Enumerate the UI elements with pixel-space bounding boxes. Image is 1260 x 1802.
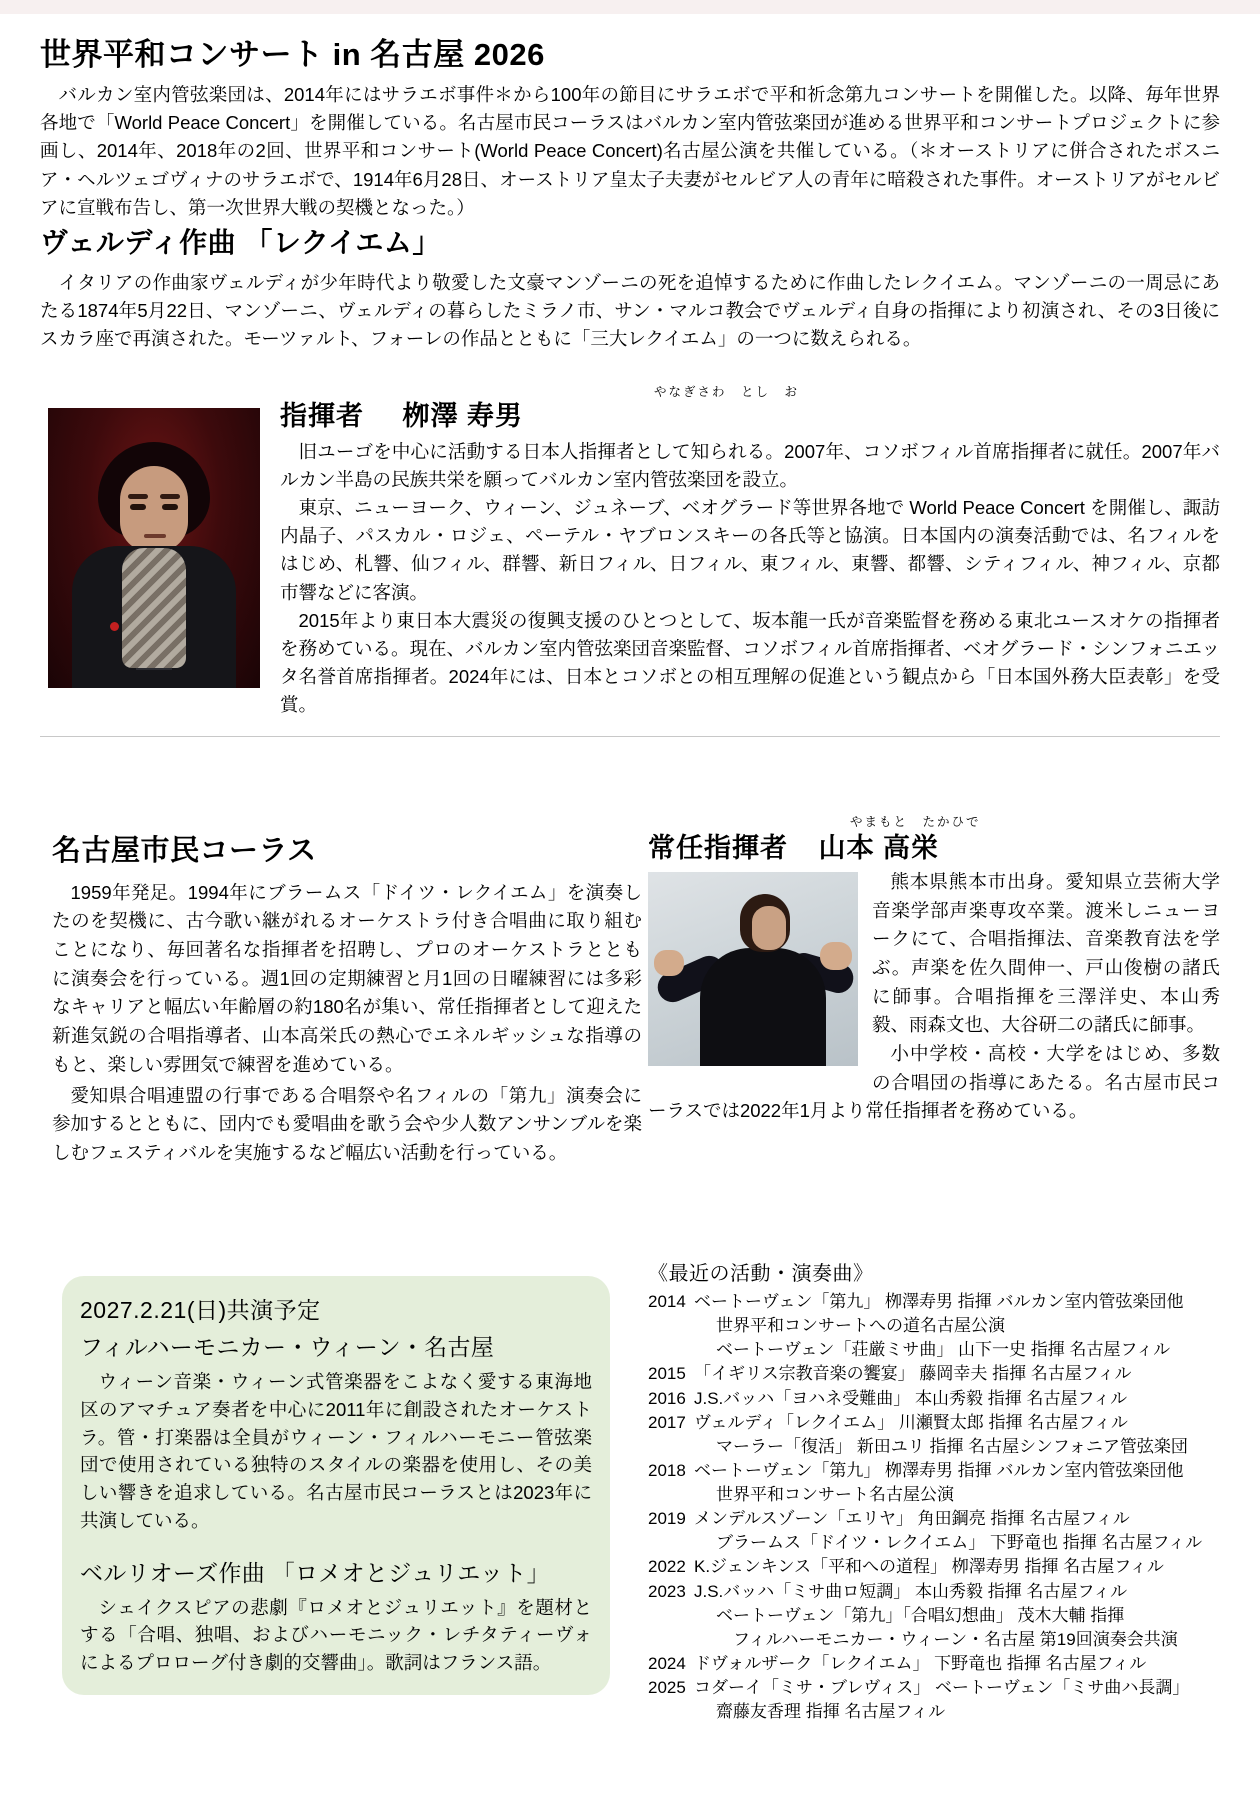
berlioz-description: シェイクスピアの悲劇『ロメオとジュリエット』を題材とする「合唱、独唱、およびハーモニック・レチタティーヴォによるプロローグ付き劇的交響曲」。歌詞はフランス語。 bbox=[80, 1596, 592, 1673]
activity-description: 「イギリス宗教音楽の饗宴」 藤岡幸夫 指揮 名古屋フィル bbox=[694, 1364, 1132, 1384]
activity-year: 2025 bbox=[648, 1678, 686, 1697]
activity-row bbox=[648, 1314, 1220, 1338]
activity-description: 齋藤友香理 指揮 名古屋フィル bbox=[716, 1702, 946, 1722]
activity-year: 2015 bbox=[648, 1364, 686, 1384]
activity-row bbox=[648, 1652, 1220, 1676]
yamamoto-bio-paragraph-2: 小中学校・高校・大学をはじめ、多数の合唱団の指導にあたる。名古屋市民コーラスでは2022年1月より常任指揮者を務めている。 bbox=[648, 1043, 1220, 1122]
top-margin-band bbox=[0, 0, 1260, 14]
activity-description: ブラームス「ドイツ・レクイエム」 下野竜也 指揮 名古屋フィル bbox=[716, 1533, 1203, 1553]
activity-row bbox=[648, 1411, 1220, 1435]
conductor-name: 栁澤 寿男 bbox=[402, 401, 523, 431]
conductor-bio-paragraph-3: 2015年より東日本大震災の復興支援のひとつとして、坂本龍一氏が音楽監督を務める東北ユースオケの指揮者を務めている。現在、バルカン室内管弦楽団音楽監督、コソボフィル首席指揮者、ベオグラード・シンフォニエッタ名誉首席指揮者。2024年には、日本とコソボとの相互理解の促進という観点から「日本国外務大臣表彰」を受賞。 bbox=[280, 609, 1220, 715]
photo-shape-eye-left bbox=[130, 504, 146, 510]
section-nagoya-citizens-chorus bbox=[52, 834, 642, 1168]
activity-year: 2017 bbox=[648, 1412, 686, 1432]
activity-description: J.S.バッハ「ヨハネ受難曲」 本山秀毅 指揮 名古屋フィル bbox=[694, 1388, 1128, 1408]
activity-description: ベートーヴェン「第九」「合唱幻想曲」 茂木大輔 指揮 bbox=[716, 1605, 1125, 1625]
activity-year: 2022 bbox=[648, 1557, 686, 1577]
activity-row bbox=[648, 1580, 1220, 1604]
activity-description: フィルハーモニカー・ウィーン・名古屋 第19回演奏会共演 bbox=[716, 1629, 1178, 1649]
activity-description: メンデルスゾーン「エリヤ」 角田鋼亮 指揮 名古屋フィル bbox=[694, 1509, 1130, 1529]
photo-shape-mouth bbox=[144, 534, 166, 538]
conductor-name-ruby: やなぎさわ とし お bbox=[654, 385, 800, 399]
section-divider bbox=[40, 736, 1220, 737]
activity-year: 2024 bbox=[648, 1653, 686, 1673]
activity-description: ベートーヴェン「第九」 栁澤寿男 指揮 バルカン室内管弦楽団他 bbox=[694, 1460, 1184, 1480]
photo-shape-brow-left bbox=[128, 494, 148, 499]
yamamoto-bio-paragraph-1: 熊本県熊本市出身。愛知県立芸術大学音楽学部声楽専攻卒業。渡米しニューヨークにて、合唱指揮法、音楽教育法を学ぶ。声楽を佐久間伸一、戸山俊樹の諸氏に師事。合唱指揮を三澤洋史、本山秀毅、雨森文也、大谷研二の諸氏に師事。 bbox=[872, 871, 1220, 1036]
activity-description: マーラー「復活」 新田ユリ 指揮 名古屋シンフォニア管弦楽団 bbox=[716, 1436, 1188, 1456]
activity-description: 世界平和コンサート名古屋公演 bbox=[716, 1485, 954, 1504]
activity-row bbox=[648, 1700, 1220, 1724]
photo-shape-torso bbox=[700, 948, 826, 1066]
verdi-heading: ヴェルディ作曲 「レクイエム」 bbox=[40, 227, 441, 258]
yamamoto-role-label: 常任指揮者 bbox=[648, 833, 788, 863]
activity-row bbox=[648, 1531, 1220, 1555]
activity-description: K.ジェンキンス「平和への道程」 栁澤寿男 指揮 名古屋フィル bbox=[694, 1557, 1164, 1577]
photo-shape-scarf bbox=[122, 548, 186, 668]
berlioz-work-title: ベルリオーズ作曲 「ロメオとジュリエット」 bbox=[80, 1559, 550, 1586]
activity-row bbox=[648, 1604, 1220, 1628]
activity-year: 2023 bbox=[648, 1581, 686, 1601]
photo-shape-hand-right bbox=[820, 942, 852, 970]
conductor-photo bbox=[48, 408, 260, 688]
activity-row bbox=[648, 1676, 1220, 1700]
activity-row bbox=[648, 1459, 1220, 1483]
activity-row bbox=[648, 1507, 1220, 1531]
yamamoto-name-ruby: やまもと たかひで bbox=[850, 815, 981, 829]
section-recent-activities bbox=[648, 1257, 1220, 1724]
activity-year: 2014 bbox=[648, 1292, 686, 1311]
verdi-body-text: イタリアの作曲家ヴェルディが少年時代より敬愛した文豪マンゾーニの死を追悼するために作曲したレクイエム。マンゾーニの一周忌にあたる1874年5月22日、マンゾーニ、ヴェルディの暮らしたミラノ市、サン・マルコ教会でヴェルディ自身の指揮により初演され、その3日後にスカラ座で再演された。モーツァルト、フォーレの作品とともに「三大レクイエム」の一つに数えられる。 bbox=[40, 271, 1220, 349]
yamamoto-photo bbox=[648, 872, 858, 1066]
yamamoto-name: 山本 高栄 bbox=[818, 833, 939, 863]
yamamoto-heading bbox=[648, 815, 1220, 868]
activity-row bbox=[648, 1387, 1220, 1411]
section-verdi-requiem bbox=[40, 226, 1220, 353]
activity-year: 2019 bbox=[648, 1509, 686, 1529]
activity-row bbox=[648, 1628, 1220, 1652]
activity-year: 2016 bbox=[648, 1388, 686, 1408]
activity-description: 世界平和コンサートへの道名古屋公演 bbox=[716, 1316, 1005, 1336]
collaboration-orchestra-name: フィルハーモニカー・ウィーン・名古屋 bbox=[80, 1334, 495, 1360]
page-title: 世界平和コンサート in 名古屋 2026 bbox=[40, 37, 545, 72]
activity-description: ドヴォルザーク「レクイエム」 下野竜也 指揮 名古屋フィル bbox=[694, 1653, 1147, 1673]
photo-shape-brow-right bbox=[160, 494, 180, 499]
chorus-heading: 名古屋市民コーラス bbox=[52, 835, 317, 867]
activity-row bbox=[648, 1338, 1220, 1362]
conductor-bio bbox=[280, 438, 1220, 719]
activity-description: コダーイ「ミサ・ブレヴィス」 ベートーヴェン「ミサ曲ハ長調」 bbox=[694, 1678, 1190, 1697]
activity-row bbox=[648, 1362, 1220, 1386]
photo-shape-hand-left bbox=[654, 950, 684, 976]
photo-shape-eye-right bbox=[162, 504, 178, 510]
conductor-role-label: 指揮者 bbox=[280, 401, 364, 431]
activity-row bbox=[648, 1555, 1220, 1579]
activity-row bbox=[648, 1435, 1220, 1459]
activity-row bbox=[648, 1483, 1220, 1507]
chorus-paragraph-2: 愛知県合唱連盟の行事である合唱祭や名フィルの「第九」演奏会に参加するとともに、団内でも愛唱曲を歌う会や少人数アンサンブルを楽しむフェスティバルを実施するなど幅広い活動を行っている。 bbox=[52, 1084, 642, 1163]
chorus-paragraph-1: 1959年発足。1994年にブラームス「ドイツ・レクイエム」を演奏したのを契機に、古今歌い継がれるオーケストラ付き合唱曲に取り組むことになり、毎回著名な指揮者を招聘し、プロのオーケストラとともに演奏会を行っている。週1回の定期練習と月1回の日曜練習には多彩なキャリアと幅広い年齢層の約180名が集い、常任指揮者として迎えた新進気鋭の合唱指導者、山本高栄氏の熱心でエネルギッシュな指導のもと、楽しい雰囲気で練習を進めている。 bbox=[52, 881, 642, 1075]
conductor-heading bbox=[280, 385, 1220, 434]
activity-description: ヴェルディ「レクイエム」 川瀬賢太郎 指揮 名古屋フィル bbox=[694, 1412, 1128, 1432]
section-resident-conductor-yamamoto bbox=[648, 815, 1220, 1126]
activity-description: J.S.バッハ「ミサ曲ロ短調」 本山秀毅 指揮 名古屋フィル bbox=[694, 1581, 1128, 1601]
activity-year: 2018 bbox=[648, 1460, 686, 1480]
collaboration-description: ウィーン音楽・ウィーン式管楽器をこよなく愛する東海地区のアマチュア奏者を中心に2011年に創設されたオーケストラ。管・打楽器は全員がウィーン・フィルハーモニー管弦楽団で使用されている独特のスタイルの楽器を使用し、その美しい響きを追求している。名古屋市民コーラスとは2023年に共演している。 bbox=[80, 1371, 592, 1531]
photo-shape-lapel-badge bbox=[110, 622, 119, 631]
photo-shape-face bbox=[752, 906, 786, 950]
conductor-bio-paragraph-1: 旧ユーゴを中心に活動する日本人指揮者として知られる。2007年、コソボフィル首席指揮者に就任。2007年バルカン半島の民族共栄を願ってバルカン室内管弦楽団を設立。 bbox=[280, 441, 1220, 491]
activity-description: ベートーヴェン「第九」 栁澤寿男 指揮 バルカン室内管弦楽団他 bbox=[694, 1292, 1184, 1311]
conductor-bio-paragraph-2: 東京、ニューヨーク、ウィーン、ジュネーブ、ベオグラード等世界各地で World Peace Concert を開催し、諏訪内晶子、パスカル・ロジェ、ペーテル・ヤブロンスキーの各氏等と協演。日本国内の演奏活動では、名フィルをはじめ、札響、仙フィル、群響、新日フィル、日フィル、東フィル、東響、都響、シティフィル、神フィル、京都市響などに客演。 bbox=[280, 497, 1220, 603]
program-page bbox=[0, 14, 1260, 1802]
collaboration-date: 2027.2.21(日)共演予定 bbox=[80, 1297, 321, 1323]
activity-row bbox=[648, 1290, 1220, 1314]
activity-description: ベートーヴェン「荘厳ミサ曲」 山下一史 指揮 名古屋フィル bbox=[716, 1340, 1171, 1360]
peace-body-text: バルカン室内管弦楽団は、2014年にはサラエボ事件＊から100年の節目にサラエボで平和祈念第九コンサートを開催した。以降、毎年世界各地で「World Peace Concert」を開催している。名古屋市民コーラスはバルカン室内管弦楽団が進める世界平和コンサートプロジェクトに参画し、2014年、2018年の2回、世界平和コンサート(World Peace Concert)名古屋公演を共催している。（＊オーストリアに併合されたボスニア・ヘルツェゴヴィナのサラエボで、1914年6月28日、オーストリア皇太子夫妻がセルビア人の青年に暗殺された事件。オーストリアがセルビアに宣戦布告し、第一次世界大戦の契機となった。） bbox=[40, 84, 1220, 218]
upcoming-collaboration-box bbox=[62, 1276, 610, 1695]
section-world-peace-concert bbox=[40, 36, 1220, 222]
activities-heading: 《最近の活動・演奏曲》 bbox=[648, 1263, 874, 1285]
activities-list bbox=[648, 1290, 1220, 1724]
